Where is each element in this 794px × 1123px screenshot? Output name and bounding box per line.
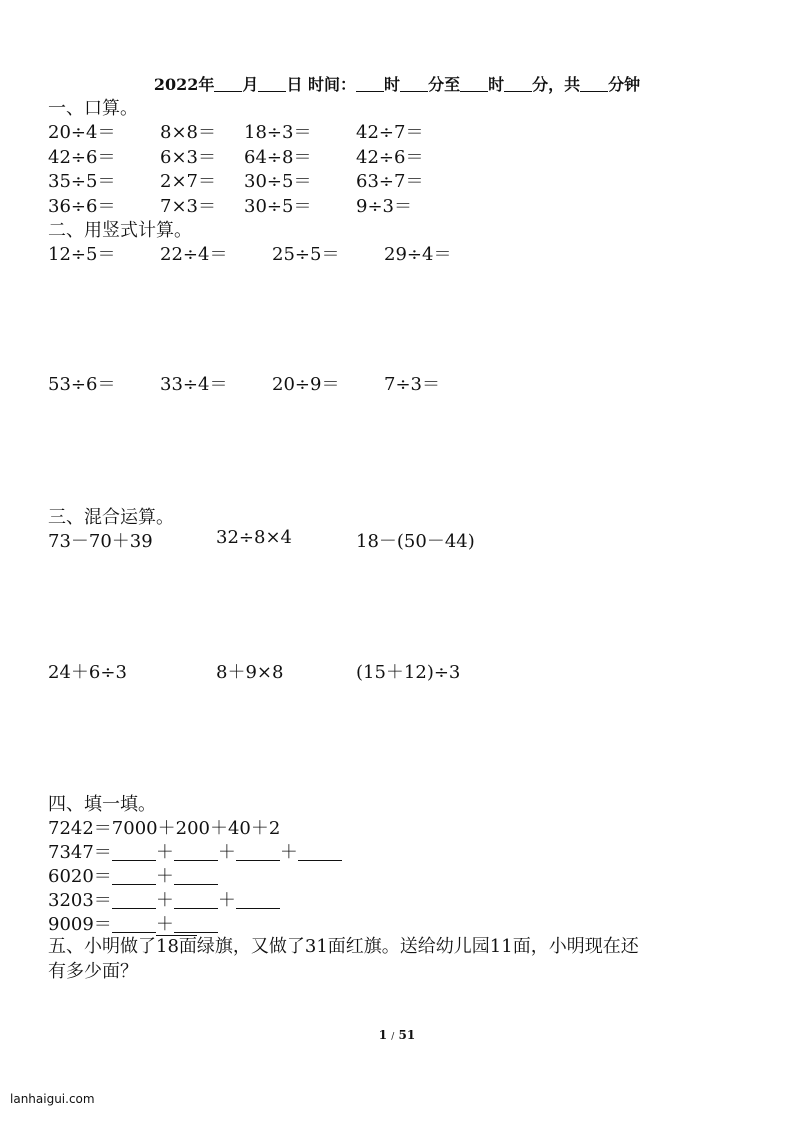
oral-calc-item: 20÷4＝ <box>48 122 116 143</box>
problem-highlight: 18面 <box>156 936 197 957</box>
header-hour1: 时 <box>384 75 401 94</box>
header-date-time <box>0 72 794 95</box>
oral-calc-item: 36÷6＝ <box>48 196 116 217</box>
plus-sign: ＋ <box>217 842 236 863</box>
oral-calc-item: 18÷3＝ <box>244 122 312 143</box>
header-year: 2022年 <box>153 75 215 94</box>
header-day: 日 <box>286 75 303 94</box>
fill-lhs: 3203＝ <box>48 890 112 911</box>
header-month: 月 <box>242 75 259 94</box>
answer-blank[interactable] <box>112 842 156 861</box>
answer-blank[interactable] <box>236 890 280 909</box>
oral-calc-item: 6×3＝ <box>160 147 216 168</box>
page-total: 51 <box>398 1028 416 1042</box>
answer-blank[interactable] <box>236 842 280 861</box>
mixed-calc-item: (15＋12)÷3 <box>356 662 461 683</box>
answer-blank[interactable] <box>112 866 156 885</box>
oral-calc-item: 42÷6＝ <box>48 147 116 168</box>
vertical-calc-item: 22÷4＝ <box>160 244 228 265</box>
oral-calc-item: 42÷7＝ <box>356 122 424 143</box>
answer-blank[interactable] <box>174 866 218 885</box>
blank-month <box>214 77 242 92</box>
oral-calc-item: 30÷5＝ <box>244 171 312 192</box>
oral-calc-item: 2×7＝ <box>160 171 216 192</box>
vertical-calc-item: 7÷3＝ <box>384 374 440 395</box>
page-separator: / <box>391 1032 395 1042</box>
header-hour2: 时 <box>488 75 505 94</box>
fill-item <box>48 838 342 864</box>
oral-calc-item: 64÷8＝ <box>244 147 312 168</box>
site-watermark: lanhaigui.com <box>10 1092 95 1106</box>
fill-lhs: 6020＝ <box>48 866 112 887</box>
fill-item <box>48 910 218 936</box>
fill-lhs: 7347＝ <box>48 842 112 863</box>
answer-blank[interactable] <box>112 890 156 909</box>
answer-blank[interactable] <box>174 842 218 861</box>
blank-hour2 <box>460 77 488 92</box>
problem-prefix: 五、小明做了 <box>48 936 156 957</box>
oral-calc-item: 63÷7＝ <box>356 171 424 192</box>
answer-blank[interactable] <box>174 914 218 933</box>
vertical-calc-item: 29÷4＝ <box>384 244 452 265</box>
plus-sign: ＋ <box>155 914 174 935</box>
section-2-title: 二、用竖式计算。 <box>48 220 192 241</box>
fill-item <box>48 862 218 888</box>
plus-sign: ＋ <box>155 890 174 911</box>
fill-lhs: 9009＝ <box>48 914 112 935</box>
fill-example: 7242＝7000＋200＋40＋2 <box>48 818 281 839</box>
header-min2: 分，共 <box>532 75 581 94</box>
section-4-title: 四、填一填。 <box>48 794 156 815</box>
vertical-calc-item: 12÷5＝ <box>48 244 116 265</box>
blank-min1 <box>400 77 428 92</box>
oral-calc-item: 30÷5＝ <box>244 196 312 217</box>
problem-line2: 有多少面？ <box>48 961 138 982</box>
vertical-calc-item: 53÷6＝ <box>48 374 116 395</box>
section-3-title: 三、混合运算。 <box>48 507 174 528</box>
answer-blank[interactable] <box>112 914 156 933</box>
header-min3: 分钟 <box>608 75 641 94</box>
header-time-label: 时间： <box>308 75 357 94</box>
mixed-calc-item: 24＋6÷3 <box>48 662 127 683</box>
blank-total <box>580 77 608 92</box>
plus-sign: ＋ <box>155 842 174 863</box>
vertical-calc-item: 33÷4＝ <box>160 374 228 395</box>
plus-sign: ＋ <box>279 842 298 863</box>
blank-hour1 <box>356 77 384 92</box>
section-1-title: 一、口算。 <box>48 98 138 119</box>
page-number <box>0 1028 794 1042</box>
section-5-problem <box>48 934 758 984</box>
vertical-calc-item: 20÷9＝ <box>272 374 340 395</box>
vertical-calc-item: 25÷5＝ <box>272 244 340 265</box>
oral-calc-item: 9÷3＝ <box>356 196 412 217</box>
mixed-calc-item: 73－70＋39 <box>48 531 153 552</box>
mixed-calc-item: 18－(50－44) <box>356 531 475 552</box>
oral-calc-item: 35÷5＝ <box>48 171 116 192</box>
blank-day <box>258 77 286 92</box>
answer-blank[interactable] <box>174 890 218 909</box>
mixed-calc-item: 32÷8×4 <box>216 527 292 548</box>
blank-min2 <box>504 77 532 92</box>
header-min1: 分至 <box>428 75 461 94</box>
oral-calc-item: 42÷6＝ <box>356 147 424 168</box>
mixed-calc-item: 8＋9×8 <box>216 662 284 683</box>
answer-blank[interactable] <box>298 842 342 861</box>
oral-calc-item: 7×3＝ <box>160 196 216 217</box>
plus-sign: ＋ <box>217 890 236 911</box>
fill-item <box>48 886 280 912</box>
oral-calc-item: 8×8＝ <box>160 122 216 143</box>
plus-sign: ＋ <box>155 866 174 887</box>
page-current: 1 <box>378 1028 388 1042</box>
problem-line1-rest: 绿旗，又做了31面红旗。送给幼儿园11面，小明现在还 <box>196 936 639 957</box>
